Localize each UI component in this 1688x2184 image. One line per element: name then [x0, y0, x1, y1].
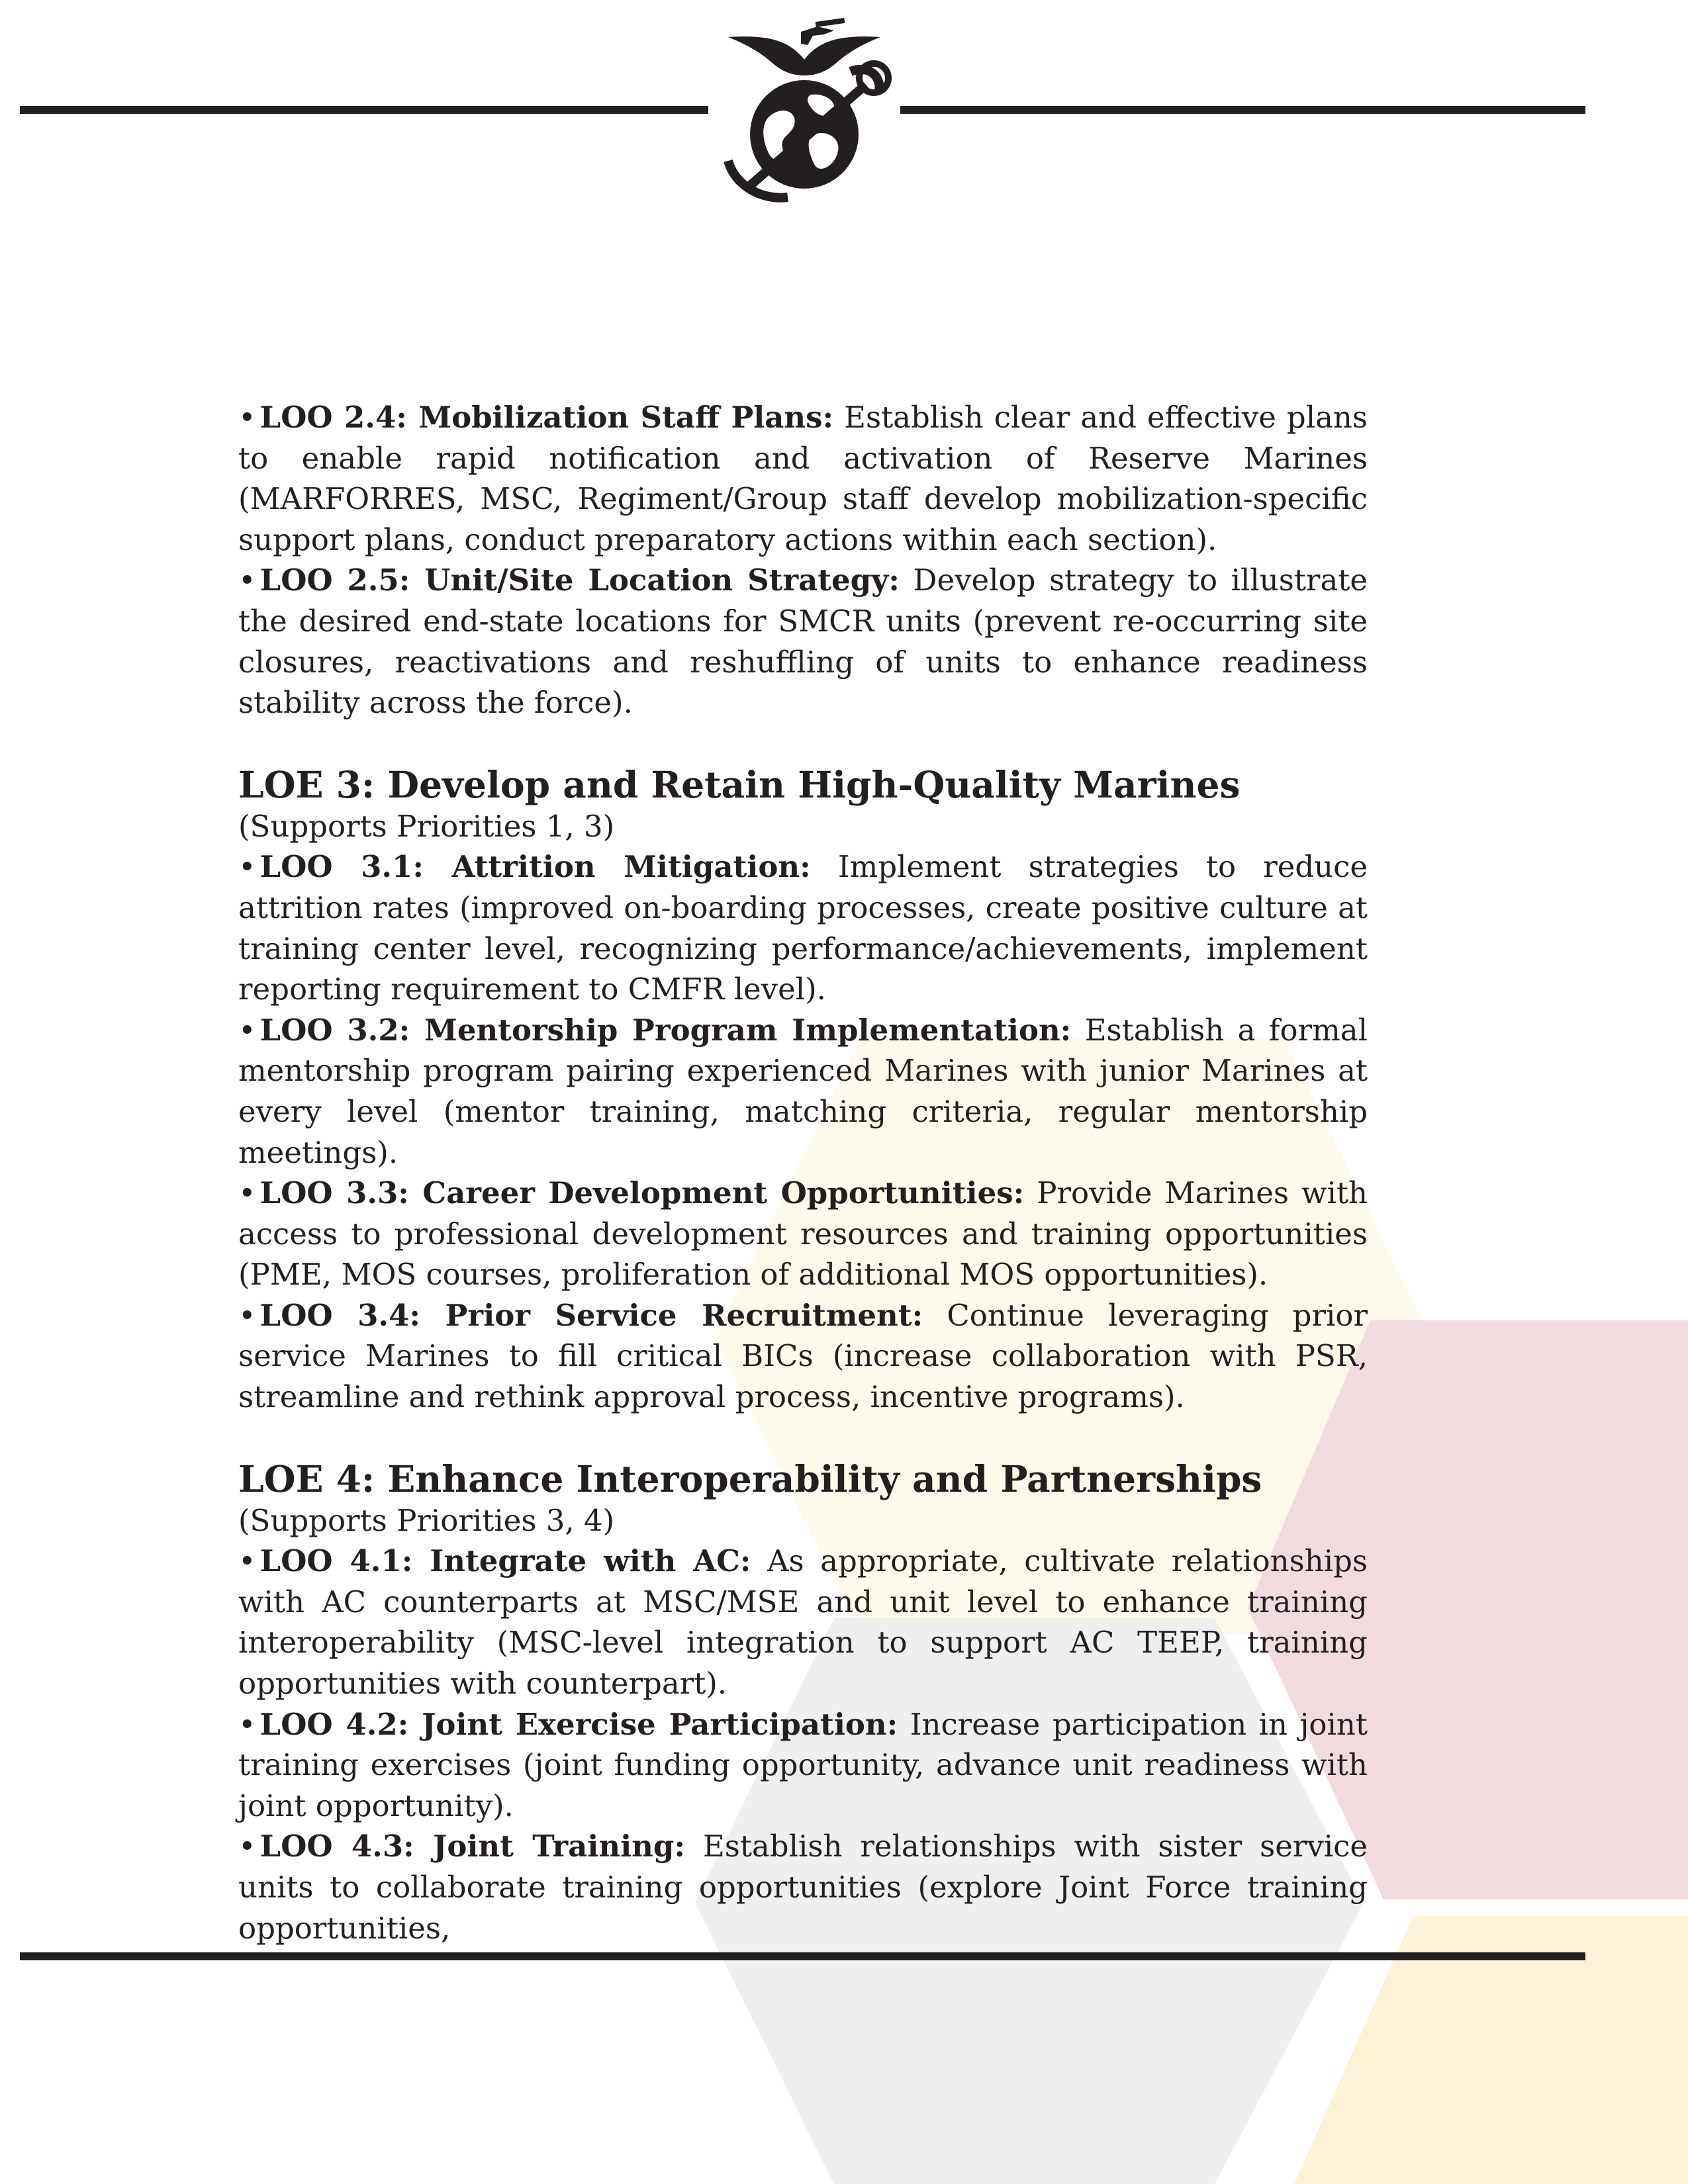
- loo-label: LOO 2.4: Mobilization Staff Plans:: [259, 400, 834, 435]
- document-body: [238, 397, 1368, 1948]
- bullet: •: [238, 400, 256, 435]
- loo-text: Continue leveraging prior service Marines to fill critical BICs (increase collaboration with PSR, streamline and rethink approval process, incentive programs).: [238, 1297, 1368, 1415]
- loo-item: [238, 1173, 1368, 1295]
- bullet: •: [238, 1543, 256, 1579]
- loo-label: LOO 4.1: Integrate with AC:: [259, 1543, 751, 1579]
- loo-text: Increase participation in joint training exercises (joint funding opportunity, advance unit readiness with joint opportunity).: [238, 1706, 1368, 1823]
- loo-text: Implement strategies to reduce attrition rates (improved on-boarding processes, create positive culture at training center level, recognizing performance/achievements, implement reporting requirement to CMFR level).: [238, 849, 1368, 1007]
- loo-item: [238, 560, 1368, 723]
- loo-item: [238, 1704, 1368, 1827]
- loo-item: [238, 1010, 1368, 1173]
- loo-item: [238, 397, 1368, 560]
- bullet: •: [238, 1706, 256, 1742]
- loo-label: LOO 3.2: Mentorship Program Implementation:: [259, 1012, 1072, 1048]
- loe-3-title: LOE 3: Develop and Retain High-Quality Marines: [238, 762, 1241, 806]
- loo-item: [238, 1541, 1368, 1704]
- eagle-globe-anchor-emblem: [708, 12, 900, 204]
- bullet: •: [238, 1297, 256, 1333]
- loe-3-supports: (Supports Priorities 1, 3): [238, 808, 615, 844]
- bullet: •: [238, 849, 256, 885]
- loo-label: LOO 4.3: Joint Training:: [259, 1829, 685, 1864]
- loo-label: LOO 4.2: Joint Exercise Participation:: [259, 1706, 898, 1742]
- bullet: •: [238, 563, 256, 598]
- loo-item: [238, 846, 1368, 1009]
- loe-3-section: [238, 764, 1368, 1418]
- loo-text: Provide Marines with access to professional development resources and training opportunities (PME, MOS courses, proliferation of additional MOS opportunities).: [238, 1175, 1368, 1293]
- loo-label: LOO 3.3: Career Development Opportunities:: [259, 1175, 1025, 1211]
- loo-text: Establish a formal mentorship program pairing experienced Marines with junior Marines at every level (mentor training, matching criteria, regular mentorship meetings).: [238, 1012, 1368, 1170]
- loe-4-title: LOE 4: Enhance Interoperability and Partnerships: [238, 1457, 1262, 1500]
- loo-text: As appropriate, cultivate relationships with AC counterparts at MSC/MSE and unit level to enhance training interoperability (MSC-level integration to support AC TEEP, training opportunities with counterpart).: [238, 1543, 1368, 1702]
- loo-text: Establish relationships with sister service units to collaborate training opportunities (explore Joint Force training opportunities,: [238, 1829, 1368, 1946]
- loo-item: [238, 1295, 1368, 1418]
- header-rule-left: [20, 106, 708, 114]
- bullet: •: [238, 1829, 256, 1864]
- header-rule-right: [900, 106, 1585, 114]
- footer-rule: [20, 1952, 1585, 1960]
- bullet: •: [238, 1012, 256, 1048]
- loe-4-section: [238, 1458, 1368, 1949]
- loo-text: Establish clear and effective plans to enable rapid notification and activation of Reserve Marines (MARFORRES, MSC, Regiment/Group staff develop mobilization-specific support plans, conduct preparatory actions within each section).: [238, 400, 1368, 557]
- loe-4-supports: (Supports Priorities 3, 4): [238, 1502, 615, 1538]
- loo-label: LOO 3.4: Prior Service Recruitment:: [259, 1297, 923, 1333]
- loo-text: Develop strategy to illustrate the desired end-state locations for SMCR units (prevent re-occurring site closures, reactivations and reshuffling of units to enhance readiness stability across the force).: [238, 563, 1368, 721]
- loo-label: LOO 3.1: Attrition Mitigation:: [259, 849, 811, 885]
- bullet: •: [238, 1175, 256, 1211]
- loo-label: LOO 2.5: Unit/Site Location Strategy:: [259, 563, 900, 598]
- loo-item: [238, 1826, 1368, 1948]
